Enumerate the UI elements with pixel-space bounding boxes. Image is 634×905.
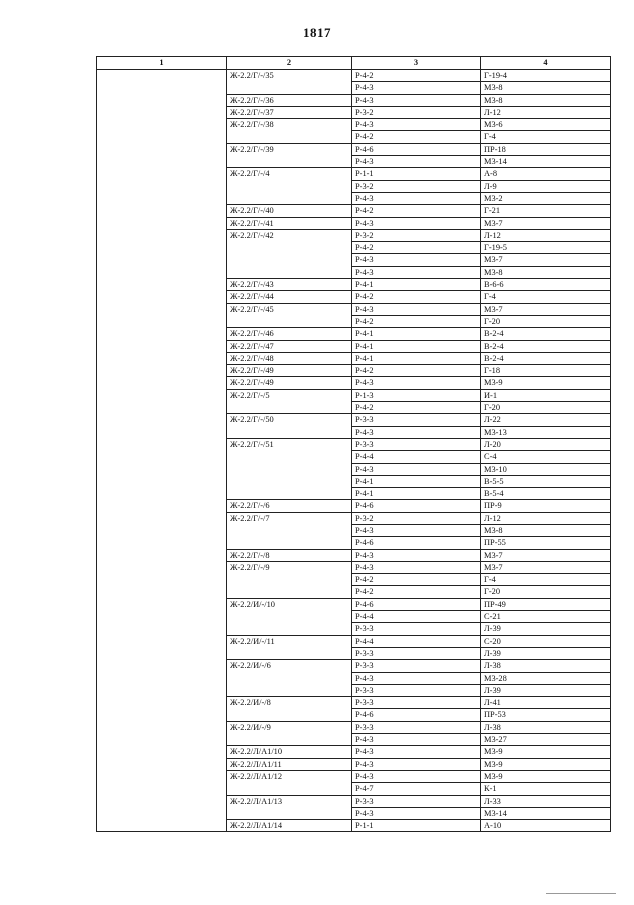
code-cell: Ж-2.2/Л/А1/14 — [227, 820, 352, 832]
code-cell: Ж-2.2/Г/-/50 — [227, 414, 352, 426]
reference-cell: М3-14 — [481, 807, 611, 819]
reference-cell: В-2-4 — [481, 352, 611, 364]
reference-cell: Л-22 — [481, 414, 611, 426]
code-cell: Ж-2.2/Г/-/9 — [227, 561, 352, 573]
reference-cell: Г-21 — [481, 205, 611, 217]
reference-cell: В-2-4 — [481, 328, 611, 340]
section-cell: Р-4-6 — [352, 500, 481, 512]
code-cell — [227, 709, 352, 721]
reference-cell: Л-41 — [481, 697, 611, 709]
reference-cell: В-5-4 — [481, 488, 611, 500]
column-header-1: 1 — [97, 57, 227, 70]
reference-cell: М3-9 — [481, 770, 611, 782]
table-body — [97, 70, 611, 832]
section-cell: Р-3-3 — [352, 795, 481, 807]
code-cell: Ж-2.2/Г/-/38 — [227, 119, 352, 131]
reference-cell: М3-28 — [481, 672, 611, 684]
reference-cell: ПР-53 — [481, 709, 611, 721]
reference-cell: К-1 — [481, 783, 611, 795]
reference-cell: ПР-49 — [481, 598, 611, 610]
scan-edge-mark — [546, 893, 616, 894]
section-cell: Р-4-1 — [352, 279, 481, 291]
section-cell: Р-4-1 — [352, 475, 481, 487]
code-cell: Ж-2.2/Л/А1/13 — [227, 795, 352, 807]
code-cell — [227, 734, 352, 746]
code-cell: Ж-2.2/Г/-/48 — [227, 352, 352, 364]
reference-cell: М3-6 — [481, 119, 611, 131]
section-cell: Р-4-6 — [352, 143, 481, 155]
section-cell: Р-4-3 — [352, 377, 481, 389]
code-cell — [227, 254, 352, 266]
code-cell: Ж-2.2/Г/-/45 — [227, 303, 352, 315]
code-cell — [227, 192, 352, 204]
section-cell: Р-3-2 — [352, 512, 481, 524]
code-cell: Ж-2.2/И/-/8 — [227, 697, 352, 709]
section-cell: Р-3-3 — [352, 697, 481, 709]
reference-cell: М3-7 — [481, 561, 611, 573]
reference-cell: Л-20 — [481, 438, 611, 450]
code-cell — [227, 672, 352, 684]
section-cell: Р-4-2 — [352, 291, 481, 303]
reference-cell: С-4 — [481, 451, 611, 463]
reference-cell: М3-7 — [481, 217, 611, 229]
code-cell: Ж-2.2/Г/-/7 — [227, 512, 352, 524]
section-cell: Р-4-3 — [352, 303, 481, 315]
reference-cell: М3-14 — [481, 156, 611, 168]
section-cell: Р-4-2 — [352, 574, 481, 586]
section-cell: Р-3-3 — [352, 414, 481, 426]
code-cell: Ж-2.2/И/-/9 — [227, 721, 352, 733]
code-cell — [227, 180, 352, 192]
registry-table — [96, 56, 611, 832]
reference-cell: Л-38 — [481, 721, 611, 733]
code-cell: Ж-2.2/Г/-/35 — [227, 70, 352, 82]
code-cell — [227, 807, 352, 819]
code-cell: Ж-2.2/Г/-/44 — [227, 291, 352, 303]
code-cell — [227, 574, 352, 586]
code-cell — [227, 463, 352, 475]
section-cell: Р-4-3 — [352, 82, 481, 94]
header-row — [97, 57, 611, 70]
code-cell — [227, 647, 352, 659]
column-header-2: 2 — [227, 57, 352, 70]
reference-cell: М3-10 — [481, 463, 611, 475]
section-cell: Р-3-2 — [352, 229, 481, 241]
code-cell — [227, 537, 352, 549]
code-cell — [227, 586, 352, 598]
section-cell: Р-4-3 — [352, 463, 481, 475]
reference-cell: М3-8 — [481, 82, 611, 94]
reference-cell: М3-7 — [481, 549, 611, 561]
reference-cell: Г-19-5 — [481, 242, 611, 254]
section-cell: Р-4-2 — [352, 70, 481, 82]
section-cell: Р-1-3 — [352, 389, 481, 401]
section-cell: Р-3-3 — [352, 660, 481, 672]
column-header-4: 4 — [481, 57, 611, 70]
section-cell: Р-4-3 — [352, 549, 481, 561]
reference-cell: М3-9 — [481, 377, 611, 389]
section-cell: Р-3-2 — [352, 106, 481, 118]
reference-cell: ПР-55 — [481, 537, 611, 549]
code-cell — [227, 475, 352, 487]
reference-cell: Г-20 — [481, 315, 611, 327]
reference-cell: ПР-9 — [481, 500, 611, 512]
code-cell — [227, 684, 352, 696]
code-cell: Ж-2.2/Г/-/6 — [227, 500, 352, 512]
section-cell: Р-4-4 — [352, 451, 481, 463]
code-cell: Ж-2.2/Г/-/8 — [227, 549, 352, 561]
reference-cell: М3-9 — [481, 746, 611, 758]
reference-cell: М3-7 — [481, 303, 611, 315]
reference-cell: М3-8 — [481, 524, 611, 536]
reference-cell: Л-39 — [481, 684, 611, 696]
page-number: 1817 — [303, 25, 331, 40]
reference-cell: И-1 — [481, 389, 611, 401]
section-cell: Р-4-1 — [352, 488, 481, 500]
section-cell: Р-4-6 — [352, 598, 481, 610]
section-cell: Р-4-3 — [352, 254, 481, 266]
section-cell: Р-3-3 — [352, 623, 481, 635]
reference-cell: В-2-4 — [481, 340, 611, 352]
section-cell: Р-4-3 — [352, 746, 481, 758]
section-cell: Р-4-4 — [352, 635, 481, 647]
code-cell: Ж-2.2/Г/-/49 — [227, 365, 352, 377]
reference-cell: Г-19-4 — [481, 70, 611, 82]
reference-cell: В-6-6 — [481, 279, 611, 291]
code-cell — [227, 783, 352, 795]
section-cell: Р-4-4 — [352, 611, 481, 623]
reference-cell: Л-38 — [481, 660, 611, 672]
section-cell: Р-3-3 — [352, 721, 481, 733]
section-cell: Р-4-3 — [352, 266, 481, 278]
section-cell: Р-4-3 — [352, 192, 481, 204]
code-cell — [227, 426, 352, 438]
reference-cell: Л-9 — [481, 180, 611, 192]
reference-cell: Л-12 — [481, 512, 611, 524]
code-cell: Ж-2.2/Г/-/39 — [227, 143, 352, 155]
section-cell: Р-4-3 — [352, 672, 481, 684]
section-cell: Р-4-1 — [352, 352, 481, 364]
section-cell: Р-4-7 — [352, 783, 481, 795]
reference-cell: Л-33 — [481, 795, 611, 807]
reference-cell: С-20 — [481, 635, 611, 647]
section-cell: Р-4-3 — [352, 561, 481, 573]
code-cell — [227, 488, 352, 500]
code-cell — [227, 524, 352, 536]
section-cell: Р-4-1 — [352, 340, 481, 352]
code-cell: Ж-2.2/Г/-/43 — [227, 279, 352, 291]
reference-cell: Г-4 — [481, 131, 611, 143]
code-cell: Ж-2.2/И/-/10 — [227, 598, 352, 610]
section-cell: Р-4-1 — [352, 328, 481, 340]
code-cell: Ж-2.2/Г/-/51 — [227, 438, 352, 450]
table-row — [97, 70, 611, 82]
section-cell: Р-4-2 — [352, 402, 481, 414]
section-cell: Р-4-2 — [352, 242, 481, 254]
code-cell: Ж-2.2/Л/А1/10 — [227, 746, 352, 758]
section-cell: Р-4-2 — [352, 586, 481, 598]
section-cell: Р-4-2 — [352, 315, 481, 327]
reference-cell: А-8 — [481, 168, 611, 180]
reference-cell: Г-4 — [481, 291, 611, 303]
reference-cell: Л-39 — [481, 623, 611, 635]
code-cell: Ж-2.2/И/-/11 — [227, 635, 352, 647]
column-1-cell — [97, 70, 227, 832]
reference-cell: С-21 — [481, 611, 611, 623]
reference-cell: М3-9 — [481, 758, 611, 770]
code-cell: Ж-2.2/Л/А1/11 — [227, 758, 352, 770]
code-cell: Ж-2.2/Л/А1/12 — [227, 770, 352, 782]
section-cell: Р-4-2 — [352, 131, 481, 143]
code-cell — [227, 266, 352, 278]
code-cell: Ж-2.2/Г/-/4 — [227, 168, 352, 180]
reference-cell: Л-12 — [481, 106, 611, 118]
code-cell: Ж-2.2/Г/-/5 — [227, 389, 352, 401]
code-cell — [227, 315, 352, 327]
reference-cell: М3-7 — [481, 254, 611, 266]
section-cell: Р-4-3 — [352, 807, 481, 819]
reference-cell: Г-20 — [481, 586, 611, 598]
reference-cell: М3-8 — [481, 266, 611, 278]
section-cell: Р-4-6 — [352, 537, 481, 549]
reference-cell: А-10 — [481, 820, 611, 832]
section-cell: Р-4-3 — [352, 217, 481, 229]
section-cell: Р-3-3 — [352, 438, 481, 450]
code-cell: Ж-2.2/Г/-/46 — [227, 328, 352, 340]
code-cell — [227, 242, 352, 254]
code-cell: Ж-2.2/Г/-/49 — [227, 377, 352, 389]
reference-cell: М3-13 — [481, 426, 611, 438]
code-cell — [227, 623, 352, 635]
code-cell: Ж-2.2/Г/-/40 — [227, 205, 352, 217]
section-cell: Р-4-3 — [352, 770, 481, 782]
code-cell: Ж-2.2/И/-/6 — [227, 660, 352, 672]
reference-cell: М3-27 — [481, 734, 611, 746]
code-cell: Ж-2.2/Г/-/47 — [227, 340, 352, 352]
reference-cell: ПР-18 — [481, 143, 611, 155]
reference-cell: М3-8 — [481, 94, 611, 106]
code-cell — [227, 611, 352, 623]
column-header-3: 3 — [352, 57, 481, 70]
section-cell: Р-4-3 — [352, 94, 481, 106]
code-cell — [227, 156, 352, 168]
code-cell — [227, 82, 352, 94]
code-cell: Ж-2.2/Г/-/36 — [227, 94, 352, 106]
reference-cell: Л-12 — [481, 229, 611, 241]
code-cell: Ж-2.2/Г/-/42 — [227, 229, 352, 241]
code-cell: Ж-2.2/Г/-/41 — [227, 217, 352, 229]
code-cell: Ж-2.2/Г/-/37 — [227, 106, 352, 118]
code-cell — [227, 402, 352, 414]
section-cell: Р-4-3 — [352, 426, 481, 438]
section-cell: Р-4-3 — [352, 734, 481, 746]
section-cell: Р-4-3 — [352, 156, 481, 168]
reference-cell: Г-20 — [481, 402, 611, 414]
section-cell: Р-4-6 — [352, 709, 481, 721]
section-cell: Р-4-3 — [352, 119, 481, 131]
section-cell: Р-3-2 — [352, 180, 481, 192]
reference-cell: Г-18 — [481, 365, 611, 377]
section-cell: Р-1-1 — [352, 168, 481, 180]
reference-cell: В-5-5 — [481, 475, 611, 487]
section-cell: Р-4-2 — [352, 365, 481, 377]
section-cell: Р-4-2 — [352, 205, 481, 217]
section-cell: Р-4-3 — [352, 524, 481, 536]
section-cell: Р-3-3 — [352, 647, 481, 659]
section-cell: Р-4-3 — [352, 758, 481, 770]
reference-cell: Г-4 — [481, 574, 611, 586]
code-cell — [227, 451, 352, 463]
section-cell: Р-3-3 — [352, 684, 481, 696]
reference-cell: М3-2 — [481, 192, 611, 204]
code-cell — [227, 131, 352, 143]
reference-cell: Л-39 — [481, 647, 611, 659]
section-cell: Р-1-1 — [352, 820, 481, 832]
